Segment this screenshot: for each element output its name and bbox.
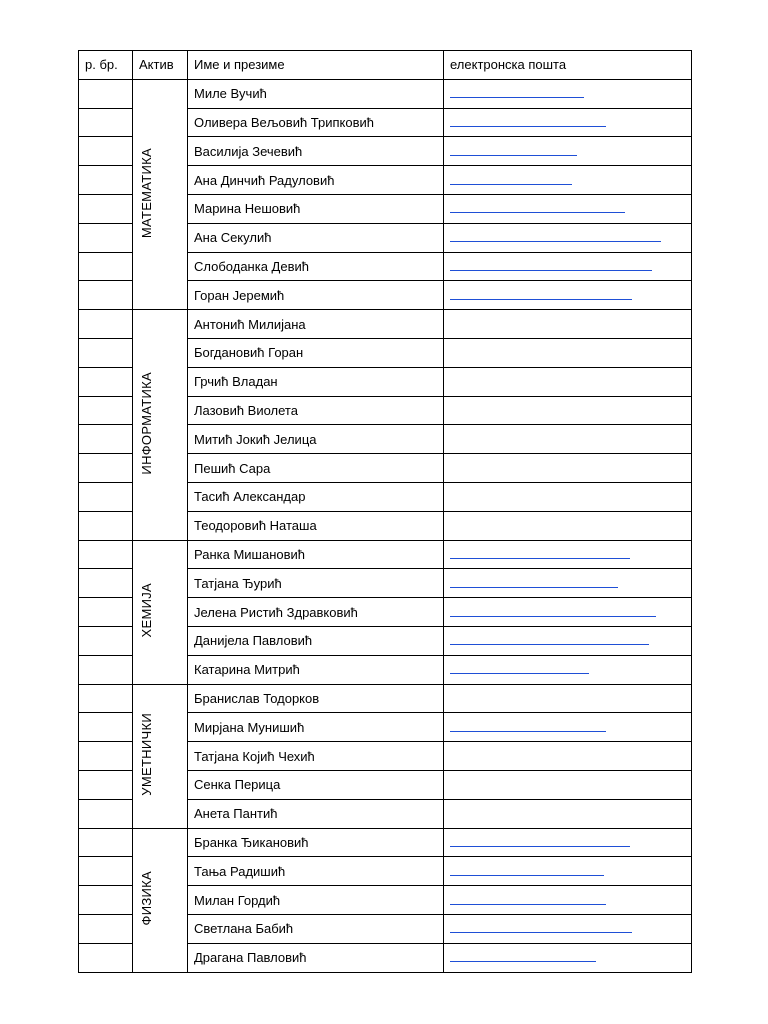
row-number-cell [79, 310, 133, 339]
member-name: Светлана Бабић [188, 914, 444, 943]
row-number-cell [79, 770, 133, 799]
email-link[interactable] [450, 97, 584, 98]
email-cell [444, 598, 692, 627]
email-cell [444, 713, 692, 742]
member-name: Лазовић Виолета [188, 396, 444, 425]
row-number-cell [79, 396, 133, 425]
member-name: Пешић Сара [188, 454, 444, 483]
group-name: МАТЕМАТИКА [139, 147, 154, 239]
row-number-cell [79, 194, 133, 223]
email-cell [444, 338, 692, 367]
email-cell [444, 828, 692, 857]
member-name: Бранка Ђикановић [188, 828, 444, 857]
email-link[interactable] [450, 241, 661, 242]
email-cell [444, 511, 692, 540]
email-cell [444, 310, 692, 339]
email-cell [444, 626, 692, 655]
member-name: Јелена Ристић Здравковић [188, 598, 444, 627]
row-number-cell [79, 828, 133, 857]
row-number-cell [79, 166, 133, 195]
group-name: ФИЗИКА [139, 871, 154, 926]
email-cell [444, 367, 692, 396]
email-link[interactable] [450, 904, 606, 905]
group-name: УМЕТНИЧКИ [139, 713, 154, 796]
email-cell [444, 425, 692, 454]
group-cell [133, 79, 188, 309]
member-name: Анета Пантић [188, 799, 444, 828]
email-cell [444, 194, 692, 223]
group-cell [133, 310, 188, 540]
row-number-cell [79, 338, 133, 367]
email-link[interactable] [450, 299, 632, 300]
email-link[interactable] [450, 932, 632, 933]
group-cell [133, 540, 188, 684]
email-link[interactable] [450, 126, 606, 127]
row-number-cell [79, 799, 133, 828]
header-email: електронска пошта [444, 51, 692, 80]
email-link[interactable] [450, 184, 572, 185]
email-cell [444, 886, 692, 915]
email-link[interactable] [450, 731, 606, 732]
email-cell [444, 799, 692, 828]
email-link[interactable] [450, 644, 649, 645]
row-number-cell [79, 511, 133, 540]
member-name: Теодоровић Наташа [188, 511, 444, 540]
email-cell [444, 540, 692, 569]
member-name: Миле Вучић [188, 79, 444, 108]
row-number-cell [79, 454, 133, 483]
table-row [79, 540, 692, 569]
email-cell [444, 684, 692, 713]
email-cell [444, 569, 692, 598]
member-name: Татјана Ђурић [188, 569, 444, 598]
member-name: Слободанка Девић [188, 252, 444, 281]
email-link[interactable] [450, 875, 604, 876]
table-header-row [79, 51, 692, 80]
header-number: р. бр. [79, 51, 133, 80]
header-group: Актив [133, 51, 188, 80]
table-row [79, 310, 692, 339]
email-cell [444, 857, 692, 886]
group-cell [133, 828, 188, 972]
group-cell [133, 684, 188, 828]
member-name: Бранислав Тодорков [188, 684, 444, 713]
row-number-cell [79, 223, 133, 252]
member-name: Тасић Александар [188, 482, 444, 511]
row-number-cell [79, 886, 133, 915]
row-number-cell [79, 79, 133, 108]
member-name: Митић Јокић Јелица [188, 425, 444, 454]
email-link[interactable] [450, 616, 656, 617]
email-link[interactable] [450, 846, 630, 847]
table-row [79, 828, 692, 857]
email-cell [444, 79, 692, 108]
member-name: Оливера Вељовић Трипковић [188, 108, 444, 137]
member-name: Ранка Мишановић [188, 540, 444, 569]
email-cell [444, 166, 692, 195]
roster-body [79, 79, 692, 972]
row-number-cell [79, 598, 133, 627]
member-name: Драгана Павловић [188, 943, 444, 972]
row-number-cell [79, 281, 133, 310]
email-link[interactable] [450, 270, 652, 271]
member-name: Сенка Перица [188, 770, 444, 799]
group-name: ИНФОРМАТИКА [139, 372, 154, 475]
email-cell [444, 943, 692, 972]
email-link[interactable] [450, 961, 596, 962]
member-name: Грчић Владан [188, 367, 444, 396]
table-row [79, 684, 692, 713]
row-number-cell [79, 742, 133, 771]
member-name: Милан Гордић [188, 886, 444, 915]
member-name: Татјана Којић Чехић [188, 742, 444, 771]
row-number-cell [79, 914, 133, 943]
row-number-cell [79, 857, 133, 886]
member-name: Данијела Павловић [188, 626, 444, 655]
member-name: Тања Радишић [188, 857, 444, 886]
row-number-cell [79, 137, 133, 166]
row-number-cell [79, 540, 133, 569]
row-number-cell [79, 569, 133, 598]
email-cell [444, 137, 692, 166]
member-name: Василија Зечевић [188, 137, 444, 166]
email-cell [444, 396, 692, 425]
group-name: ХЕМИЈА [139, 583, 154, 638]
member-name: Антонић Милијана [188, 310, 444, 339]
member-name: Горан Јеремић [188, 281, 444, 310]
email-cell [444, 454, 692, 483]
email-link[interactable] [450, 558, 630, 559]
email-cell [444, 742, 692, 771]
row-number-cell [79, 713, 133, 742]
email-link[interactable] [450, 587, 618, 588]
member-name: Богдановић Горан [188, 338, 444, 367]
member-name: Ана Динчић Радуловић [188, 166, 444, 195]
row-number-cell [79, 943, 133, 972]
header-name: Име и презиме [188, 51, 444, 80]
email-link[interactable] [450, 155, 577, 156]
member-name: Марина Нешовић [188, 194, 444, 223]
email-link[interactable] [450, 673, 589, 674]
row-number-cell [79, 108, 133, 137]
row-number-cell [79, 482, 133, 511]
email-cell [444, 655, 692, 684]
email-link[interactable] [450, 212, 625, 213]
row-number-cell [79, 684, 133, 713]
email-cell [444, 281, 692, 310]
email-cell [444, 914, 692, 943]
member-name: Мирјана Мунишић [188, 713, 444, 742]
email-cell [444, 252, 692, 281]
email-cell [444, 108, 692, 137]
member-name: Катарина Митрић [188, 655, 444, 684]
email-cell [444, 482, 692, 511]
row-number-cell [79, 367, 133, 396]
member-name: Ана Секулић [188, 223, 444, 252]
row-number-cell [79, 252, 133, 281]
email-cell [444, 770, 692, 799]
email-cell [444, 223, 692, 252]
row-number-cell [79, 655, 133, 684]
staff-roster-table [78, 50, 692, 973]
row-number-cell [79, 626, 133, 655]
table-row [79, 79, 692, 108]
row-number-cell [79, 425, 133, 454]
